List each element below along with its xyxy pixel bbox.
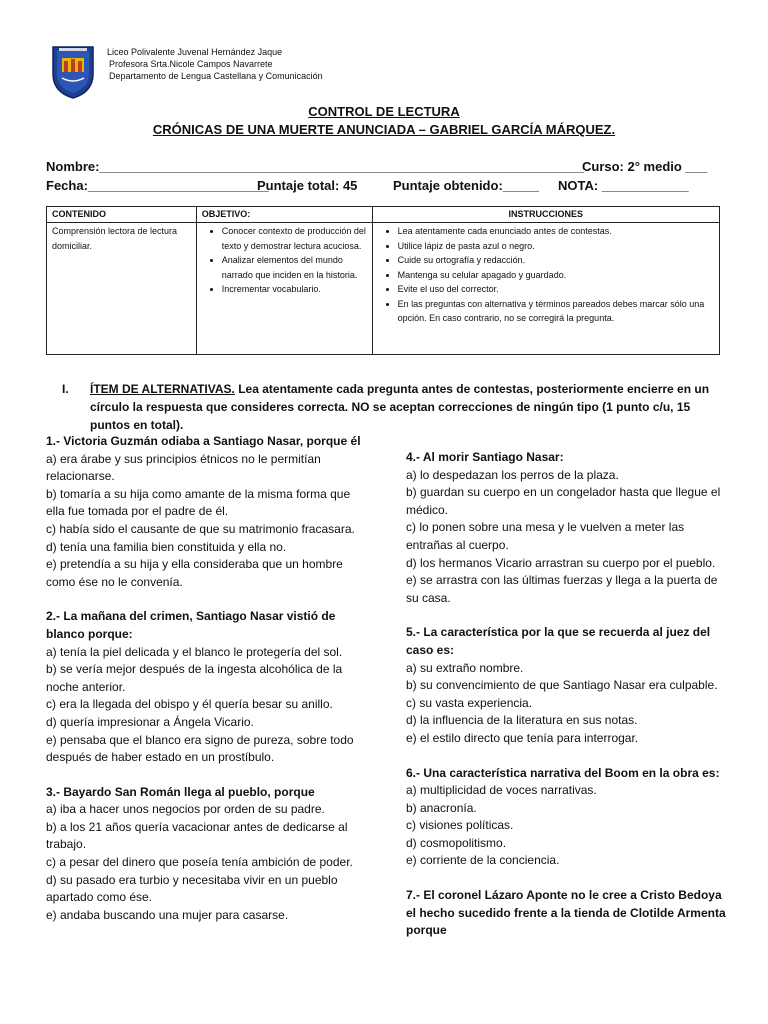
answer-option[interactable]: e) andaba buscando una mujer para casarse. [46, 907, 289, 922]
grade-field[interactable]: NOTA: ____________ [558, 178, 689, 193]
answer-option[interactable]: e) pensaba que el blanco era signo de pureza, sobre todo después de haber estado en un prostíbulo. [46, 732, 354, 765]
section-number: I. [62, 382, 69, 396]
answer-option[interactable]: b) guardan su cuerpo en un congelador hasta que llegue el médico. [406, 485, 721, 517]
name-field[interactable]: Nombre:___________________________________________________________________ [46, 159, 584, 174]
question-stem: 6.- Una característica narrativa del Boom en la obra es: [406, 765, 720, 780]
section-text: Lea atentamente cada pregunta antes de contestas, posteriormente encierre en un círculo la respuesta que consideres correcta. NO se aceptan correcciones de ningún tipo (1 punto c/u, 15 puntos en total). [90, 382, 710, 432]
answer-option[interactable]: d) quería impresionar a Ángela Vicario. [46, 714, 254, 729]
document-title [0, 104, 768, 119]
answer-option[interactable]: e) se arrastra con las últimas fuerzas y llega a la puerta de su casa. [406, 573, 718, 605]
school-name: Liceo Polivalente Juvenal Hernández Jaque [107, 47, 283, 57]
answer-option[interactable]: c) había sido el causante de que su matrimonio fracasara. [46, 521, 355, 536]
answer-option[interactable]: d) su pasado era turbio y necesitaba vivir en un pueblo apartado como ése. [46, 872, 338, 905]
obtained-score-field[interactable]: Puntaje obtenido:_____ [393, 178, 539, 193]
question-stem: 2.- La mañana del crimen, Santiago Nasar vistió de blanco porque: [46, 609, 336, 641]
header-contenido: CONTENIDO [47, 207, 197, 223]
instruction-item: • Cuide su ortografía y redacción. [398, 253, 714, 268]
document-subtitle [0, 122, 768, 137]
objetivo-cell [196, 223, 372, 355]
objectives-table [46, 206, 720, 355]
answer-option[interactable]: d) cosmopolitismo. [406, 835, 507, 850]
instruction-item: • Lea atentamente cada enunciado antes de contestas. [398, 224, 714, 239]
objective-item: • Analizar elementos del mundo narrado que inciden en la historia. [222, 253, 367, 282]
date-field[interactable]: Fecha:_________________________ [46, 178, 269, 193]
answer-option[interactable]: a) tenía la piel delicada y el blanco le protegería del sol. [46, 644, 343, 659]
header-instrucciones: INSTRUCCIONES [372, 207, 719, 223]
answer-option[interactable]: b) tomaría a su hija como amante de la misma forma que ella fue tomada por el padre de él. [46, 486, 351, 519]
department-name: Departamento de Lengua Castellana y Comunicación [109, 71, 323, 81]
answer-option[interactable]: b) se vería mejor después de la ingesta alcohólica de la noche anterior. [46, 662, 343, 694]
answer-option[interactable]: b) a los 21 años quería vacacionar antes de dedicarse al trabajo. [46, 819, 348, 852]
answer-option[interactable]: a) su extraño nombre. [406, 660, 524, 675]
answer-option[interactable]: d) la influencia de la literatura en sus notas. [406, 713, 638, 728]
question-stem: 3.- Bayardo San Román llega al pueblo, porque [46, 784, 315, 799]
answer-option[interactable]: a) lo despedazan los perros de la plaza. [406, 467, 619, 482]
total-score: Puntaje total: 45 [257, 178, 358, 193]
answer-option[interactable]: d) tenía una familia bien constituida y ella no. [46, 539, 287, 554]
answer-option[interactable]: d) los hermanos Vicario arrastran su cuerpo por el pueblo. [406, 555, 716, 570]
instruction-item: • Mantenga su celular apagado y guardado. [398, 268, 714, 283]
instruction-item: • En las preguntas con alternativa y términos pareados debes marcar sólo una opción. En caso contrario, no se corregirá la pregunta. [398, 297, 714, 326]
school-header [107, 46, 323, 82]
answer-option[interactable]: c) era la llegada del obispo y él quería besar su anillo. [46, 697, 333, 712]
answer-option[interactable]: b) anacronía. [406, 800, 477, 815]
instruction-item: • Evite el uso del corrector. [398, 282, 714, 297]
header-objetivo: OBJETIVO: [196, 207, 372, 223]
answer-option[interactable]: c) a pesar del dinero que poseía tenía ambición de poder. [46, 855, 353, 870]
instruction-item: • Utilice lápiz de pasta azul o negro. [398, 239, 714, 254]
answer-option[interactable]: e) el estilo directo que tenía para interrogar. [406, 730, 639, 745]
section-instructions [90, 380, 720, 434]
contenido-text: Comprensión lectora de lectura domiciliar. [52, 226, 178, 251]
title-line-2: CRÓNICAS DE UNA MUERTE ANUNCIADA – GABRIEL GARCÍA MÁRQUEZ. [152, 122, 616, 137]
answer-option[interactable]: e) corriente de la conciencia. [406, 853, 560, 868]
title-line-1: CONTROL DE LECTURA [308, 104, 460, 119]
questions-left-column [46, 433, 368, 924]
section-title: ÍTEM DE ALTERNATIVAS. [90, 382, 235, 396]
answer-option[interactable]: c) su vasta experiencia. [406, 695, 533, 710]
answer-option[interactable]: e) pretendía a su hija y ella consideraba que un hombre como ése no le convenía. [46, 557, 343, 589]
school-crest-logo [50, 44, 96, 100]
objective-item: • Conocer contexto de producción del texto y demostrar lectura acuciosa. [222, 224, 367, 253]
course-field[interactable]: Curso: 2° medio ___ [582, 159, 708, 174]
answer-option[interactable]: c) lo ponen sobre una mesa y le vuelven a meter las entrañas al cuerpo. [406, 520, 685, 552]
answer-option[interactable]: c) visiones políticas. [406, 818, 514, 833]
answer-option[interactable]: a) iba a hacer unos negocios por orden de su padre. [46, 802, 325, 817]
answer-option[interactable]: a) multiplicidad de voces narrativas. [406, 783, 597, 798]
answer-option[interactable]: b) su convencimiento de que Santiago Nasar era culpable. [406, 678, 718, 693]
question-stem: 1.- Victoria Guzmán odiaba a Santiago Nasar, porque él [46, 434, 361, 448]
question-stem: 7.- El coronel Lázaro Aponte no le cree a Cristo Bedoya el hecho sucedido frente a la tienda de Clotilde Armenta porque [406, 888, 726, 938]
question-stem: 5.- La característica por la que se recuerda al juez del caso es: [406, 625, 711, 657]
instrucciones-cell [372, 223, 719, 355]
question-stem: 4.- Al morir Santiago Nasar: [406, 450, 564, 464]
objective-item: • Incrementar vocabulario. [222, 282, 367, 297]
questions-right-column [406, 449, 728, 940]
teacher-name: Profesora Srta.Nicole Campos Navarrete [109, 59, 273, 69]
contenido-cell [47, 223, 197, 355]
answer-option[interactable]: a) era árabe y sus principios étnicos no le permitían relacionarse. [46, 451, 321, 484]
